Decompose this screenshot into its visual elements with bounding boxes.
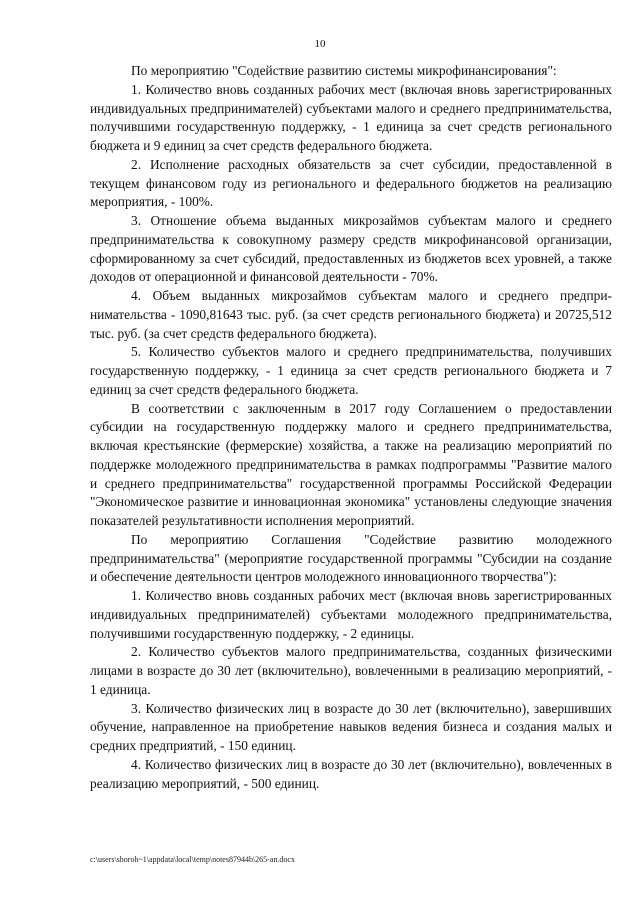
- paragraph-item-1-jobs: 1. Количество вновь созданных рабочих мест (включая вновь зарегистрированных индивидуальных предпринимателей) субъектами малого и среднего предпринимательства, получившими государственную поддержку, - 1 единица за счет средств регионального бюджета и 9 единиц за счет средств федерального бюджета.: [90, 81, 612, 153]
- page-number: 10: [314, 38, 326, 50]
- footer-file-path: c:\users\shoroh~1\appdata\local\temp\notes87944b\265-an.docx: [90, 855, 295, 864]
- paragraph-item-5-supported-entities: 5. Количество субъектов малого и среднего предпринимательства, получивших государственную поддержку, - 1 единица за счет средств регионального бюджета и 7 единиц за счет средств федерального бюджета.: [90, 344, 612, 397]
- paragraph-microfinance-intro: По мероприятию "Содействие развитию системы микрофинансирования":: [131, 63, 557, 78]
- paragraph-youth-intro: По мероприятию Соглашения "Содействие развитию молодежного предпринимательства" (мероприятие государственной программы "Субсидии на создание и обеспечение деятельности центров молодежного инновационного творчества"):: [90, 531, 612, 585]
- paragraph-youth-item-1: 1. Количество вновь созданных рабочих мест (включая вновь зарегистрированных индивидуальных предпринимателей) субъектами молодежного предпринимательства, получившими государственную поддержку, - 2 единицы.: [90, 588, 612, 641]
- paragraph-youth-item-2: 2. Количество субъектов малого предпринимательства, созданных физическими лицами в возрасте до 30 лет (включительно), вовлеченными в реализацию мероприятий, - 1 единица.: [90, 644, 612, 697]
- paragraph-item-3-microloan-ratio: 3. Отношение объема выданных микрозаймов субъектам малого и среднего предпринимательства к совокупному размеру средств микрофинансовой организации, сформированному за счет субсидий, предоставленных из бюджетов всех уровней, а также доходов от операционной и финансовой деятельности - 70%.: [90, 213, 612, 285]
- paragraph-agreement-2017: В соответствии с заключенным в 2017 году Соглашением о предоставлении субсидии на государственную поддержку малого и среднего предпринимательства, включая крестьянские (фермерские) хозяйства, а также на реализацию мероприятий по поддержке молодежного предпринимательства в рамках подпрограммы "Развитие малого и среднего предпринимательства" государственной программы Российской Федерации "Экономическое развитие и инновационная экономика" установлены следующие значения показателей результативности исполнения мероприятий.: [90, 400, 612, 528]
- paragraph-item-4-microloan-volume: 4. Объем выданных микрозаймов субъектам малого и среднего предпринимательства - 1090,81643 тыс. руб. (за счет средств регионального бюджета) и 20725,512 тыс. руб. (за счет средств федерального бюджета).: [90, 288, 612, 341]
- document-body: [90, 62, 612, 793]
- paragraph-item-2-expenditure: 2. Исполнение расходных обязательств за счет субсидии, предоставленной в текущем финансовом году из регионального и федерального бюджетов на реализацию мероприятия, - 100%.: [90, 156, 612, 210]
- paragraph-youth-item-4: 4. Количество физических лиц в возрасте до 30 лет (включительно), вовлеченных в реализацию мероприятий, - 500 единиц.: [90, 756, 612, 791]
- paragraph-youth-item-3: 3. Количество физических лиц в возрасте до 30 лет (включительно), завершивших обучение, направленное на приобретение навыков ведения бизнеса и создания малых и средних предприятий, - 150 единиц.: [90, 700, 612, 753]
